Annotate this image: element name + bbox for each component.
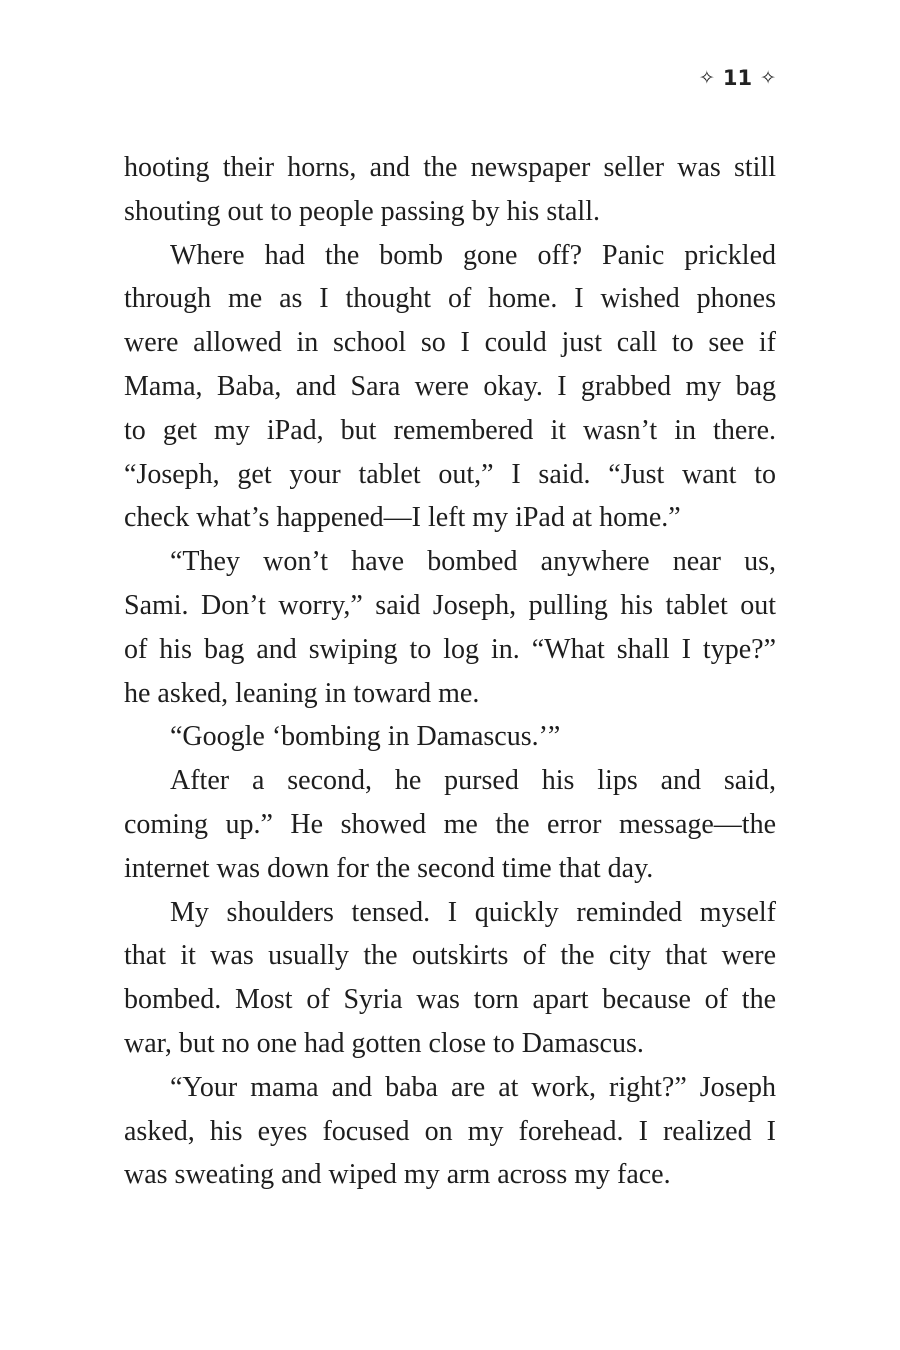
page-header [699, 66, 776, 90]
text-line: internet was down for the second time that day. [124, 852, 654, 884]
text-line: war, but no one had gotten close to Damascus. [124, 1027, 644, 1059]
text-line: of his bag and swiping to log in. “What shall I type?” [124, 633, 776, 665]
text-line: he asked, leaning in toward me. [124, 677, 480, 709]
text-line: “Joseph, get your tablet out,” I said. “Just want to [124, 458, 776, 490]
text-line: that it was usually the outskirts of the city that were [124, 940, 776, 972]
text-line: shouting out to people passing by his stall. [124, 195, 600, 227]
text-line: Mama, Baba, and Sara were okay. I grabbed my bag [124, 370, 776, 402]
text-line: check what’s happened—I left my iPad at home.” [124, 502, 681, 534]
text-line: Sami. Don’t worry,” said Joseph, pulling his tablet out [124, 589, 776, 621]
star-ornament-icon: ✧ [760, 67, 776, 89]
text-line: “Google ‘bombing in Damascus.’” [170, 721, 561, 753]
text-line: “Your mama and baba are at work, right?” Joseph [170, 1071, 776, 1103]
text-line: bombed. Most of Syria was torn apart because of the [124, 984, 776, 1016]
text-line: was sweating and wiped my arm across my face. [124, 1159, 671, 1191]
text-line: My shoulders tensed. I quickly reminded myself [170, 896, 776, 928]
text-line: coming up.” He showed me the error message—the [124, 808, 776, 840]
text-line: hooting their horns, and the newspaper seller was still [124, 152, 776, 183]
text-line: to get my iPad, but remembered it wasn’t in there. [124, 414, 776, 446]
page-number: 11 [722, 66, 753, 90]
text-line: After a second, he pursed his lips and said, [170, 765, 776, 797]
text-line: Where had the bomb gone off? Panic prickled [170, 239, 776, 271]
body-text [124, 146, 776, 1197]
text-line: asked, his eyes focused on my forehead. I realized I [124, 1115, 776, 1147]
text-line: through me as I thought of home. I wished phones [124, 283, 776, 315]
text-line: were allowed in school so I could just call to see if [124, 327, 776, 359]
star-ornament-icon: ✧ [698, 67, 715, 89]
text-line: “They won’t have bombed anywhere near us, [170, 546, 776, 578]
